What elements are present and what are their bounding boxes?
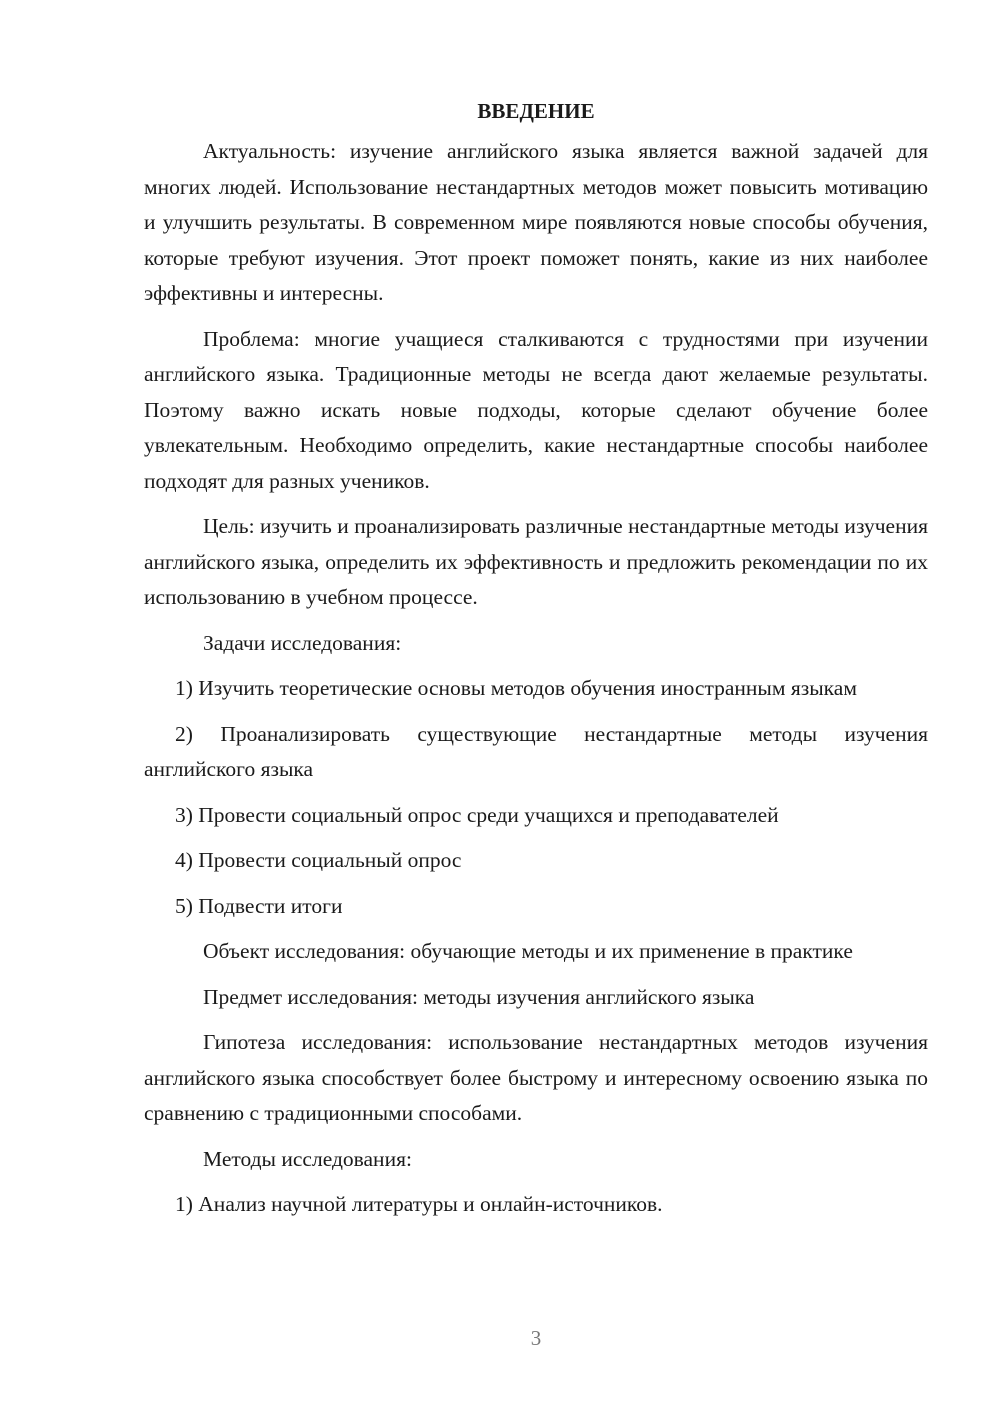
method-item-1: 1) Анализ научной литературы и онлайн-источников. (175, 1192, 663, 1216)
goal-paragraph: Цель: изучить и проанализировать различные нестандартные методы изучения английского языка, определить их эффективность и предложить рекомендации по их использованию в учебном процессе. (144, 514, 928, 609)
task-item-4: 4) Провести социальный опрос (175, 848, 462, 872)
task-item-1: 1) Изучить теоретические основы методов обучения иностранным языкам (175, 676, 857, 700)
methods-heading: Методы исследования: (203, 1146, 412, 1171)
page-title: ВВЕДЕНИЕ (477, 99, 595, 123)
task-item-3: 3) Провести социальный опрос среди учащихся и преподавателей (175, 802, 779, 827)
problem-paragraph: Проблема: многие учащиеся сталкиваются с трудностями при изучении английского языка. Традиционные методы не всегда дают желаемые результаты. Поэтому важно искать новые подходы, которые сделают обучение более увлекательным. Необходимо определить, какие нестандартные способы наиболее подходят для разных учеников. (144, 326, 928, 493)
object-paragraph: Объект исследования: обучающие методы и их применение в практике (203, 939, 853, 963)
task-item-2: 2) Проанализировать существующие нестандартные методы изучения английского языка (144, 721, 928, 781)
task-item-5: 5) Подвести итоги (175, 893, 343, 918)
subject-paragraph: Предмет исследования: методы изучения английского языка (203, 984, 755, 1009)
hypothesis-paragraph: Гипотеза исследования: использование нестандартных методов изучения английского языка способствует более быстрому и интересному освоению языка по сравнению с традиционными способами. (144, 1030, 928, 1125)
page-number: 3 (530, 1326, 542, 1350)
tasks-heading: Задачи исследования: (203, 630, 402, 655)
page-content (144, 96, 928, 1233)
relevance-paragraph: Актуальность: изучение английского языка является важной задачей для многих людей. Использование нестандартных методов может повысить мотивацию и улучшить результаты. В современном мире появляются новые способы обучения, которые требуют изучения. Этот проект поможет понять, какие из них наиболее эффективны и интересны. (144, 139, 928, 305)
